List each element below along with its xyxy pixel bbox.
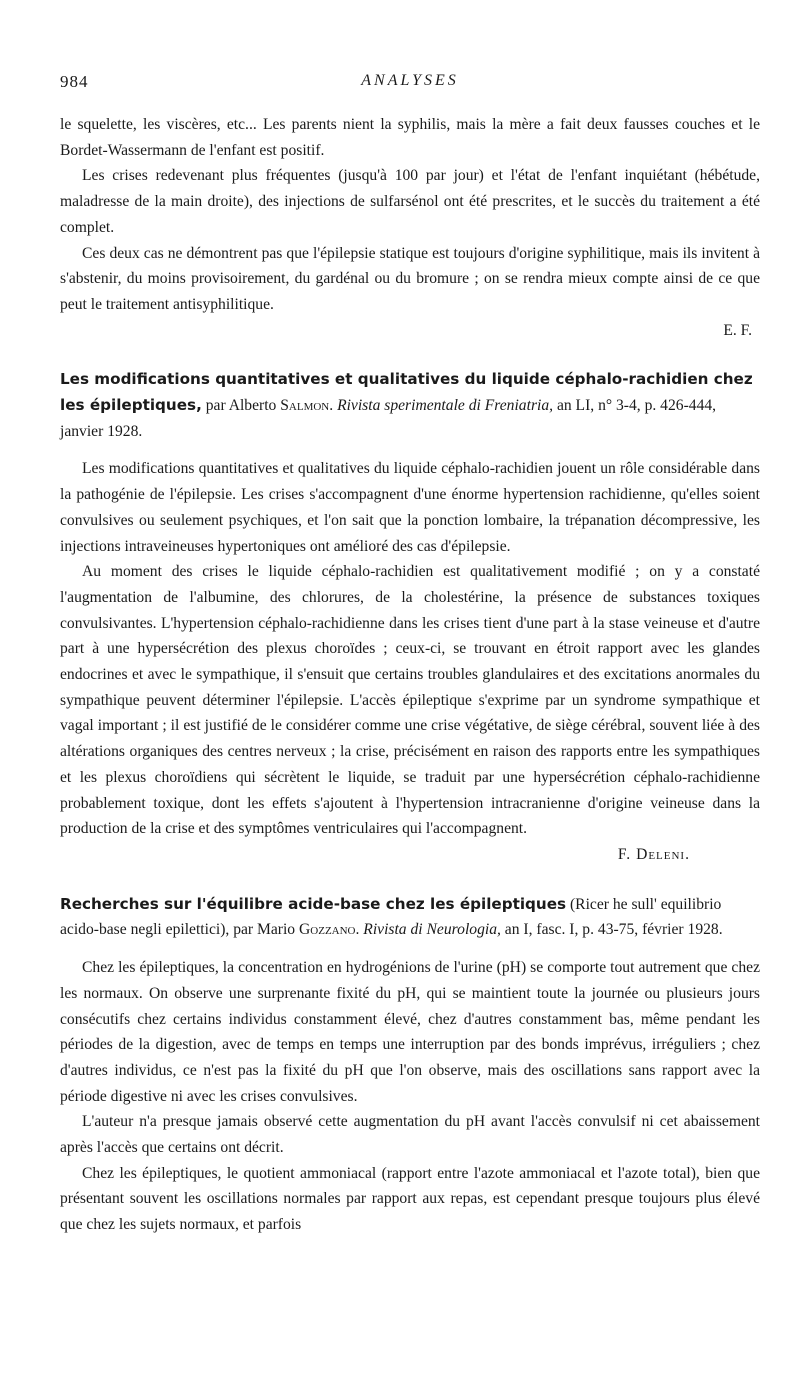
- author: Gozzano: [299, 921, 356, 939]
- running-title: ANALYSES: [361, 72, 459, 89]
- page-number: 984: [60, 72, 89, 91]
- separator: .: [329, 397, 338, 415]
- paragraph: Ces deux cas ne démontrent pas que l'épilepsie statique est toujours d'origine syphilitique, mais ils invitent à s'abstenir, du moins provisoirement, du gardénal ou du bromure ; on se rendra mieux compte ainsi de ce que peut le traitement antisyphilitique.: [60, 244, 760, 313]
- article-title: Les modifications quantitatives et qualitatives du liquide céphalo-rachidien chez les épileptiques,: [60, 370, 753, 415]
- paragraph: Les crises redevenant plus fréquentes (jusqu'à 100 par jour) et l'état de l'enfant inquiétant (hébétude, maladresse de la main droite), des injections de sulfarsénol ont été prescrites, et le succès du traitement a été complet.: [60, 167, 760, 236]
- paragraph: L'auteur n'a presque jamais observé cette augmentation du pH avant l'accès convulsif ni cet abaissement après l'accès que certains ont décrit.: [60, 1113, 760, 1157]
- article-body: [60, 955, 760, 1238]
- original-title: (Ricer he sull' equilibrio acido-base negli epilettici), par Mario: [60, 895, 722, 939]
- signature: F. Deleni.: [617, 845, 690, 863]
- paragraph: Chez les épileptiques, le quotient ammoniacal (rapport entre l'azote ammoniacal et l'azote total), bien que présentant souvent les oscillations normales par rapport aux repas, est cependant presque toujours plus élevé que chez les sujets normaux, et parfois: [60, 1164, 760, 1234]
- journal: Rivista di Neurologia,: [363, 921, 501, 939]
- article-body: [60, 456, 760, 842]
- running-head: [60, 72, 760, 98]
- separator: .: [355, 921, 364, 939]
- reference: an I, fasc. I, p. 43-75, février 1928.: [500, 921, 723, 939]
- byline: par Alberto: [201, 397, 281, 415]
- signature: E. F.: [723, 321, 752, 339]
- article-title: Recherches sur l'équilibre acide-base chez les épileptiques: [60, 894, 567, 913]
- reference: an LI, n° 3-4, p. 426-444, janvier 1928.: [60, 397, 717, 440]
- paragraph: Chez les épileptiques, la concentration en hydrogénions de l'urine (pH) se comporte tout autrement que chez les normaux. On observe une surprenante fixité du pH, qui se maintient toute la journée ou plusieurs jours consécutifs chez certains individus constamment élevé, chez d'autres constamment bas, même pendant les périodes de la digestion, avec de temps en temps une interruption par des bonds imprévus, irréguliers ; chez d'autres individus, ce n'est pas la fixité du pH que l'on observe, mais des oscillations sans rapport avec la période digestive ni avec les crises convulsives.: [60, 959, 760, 1105]
- page-content: [60, 112, 760, 1238]
- journal: Rivista sperimentale di Freniatria,: [337, 397, 554, 415]
- article-heading: [60, 892, 760, 943]
- article-heading: [60, 367, 760, 444]
- paragraph: Les modifications quantitatives et qualitatives du liquide céphalo-rachidien jouent un rôle considérable dans la pathogénie de l'épilepsie. Les crises s'accompagnent d'une énorme hypertension rachidienne, qu'elles soient convulsives ou seulement psychiques, et l'on sait que la ponction lombaire, la trépanation décompressive, les injections intraveineuses hypertoniques ont amélioré des cas d'épilepsie.: [60, 460, 760, 555]
- author: Salmon: [280, 397, 330, 415]
- paragraph: le squelette, les viscères, etc... Les parents nient la syphilis, mais la mère a fait deux fausses couches et le Bordet-Wassermann de l'enfant est positif.: [60, 116, 760, 159]
- paragraph: Au moment des crises le liquide céphalo-rachidien est qualitativement modifié ; on y a constaté l'augmentation de l'albumine, des chlorures, de la cholestérine, la présence de substances toxiques convulsivantes. L'hypertension céphalo-rachidienne dans les crises tient d'une part à la stase veineuse et d'autre part à une hypersécrétion des plexus choroïdes ; ceux-ci, se trouvant en étroit rapport avec les glandes endocrines et avec le sympathique, il s'ensuit que certains troubles glandulaires et des excitations anormales du sympathique peuvent déterminer l'épilepsie. L'accès épileptique s'exprime par un syndrome sympathique et vagal important ; il est justifié de le considérer comme une crise végétative, de siège cérébral, souvent liée à des altérations organiques des centres nerveux ; la crise, précisément en raison des rapports entre les sympathiques et les plexus choroïdiens qui sécrètent le liquide, se traduit par une hypersécrétion céphalo-rachidienne probablement toxique, dont les effets s'ajoutent à l'hypertension intracranienne d'origine veineuse dans la production de la crise et des symptômes ventriculaires qui l'accompagnent.: [60, 563, 760, 838]
